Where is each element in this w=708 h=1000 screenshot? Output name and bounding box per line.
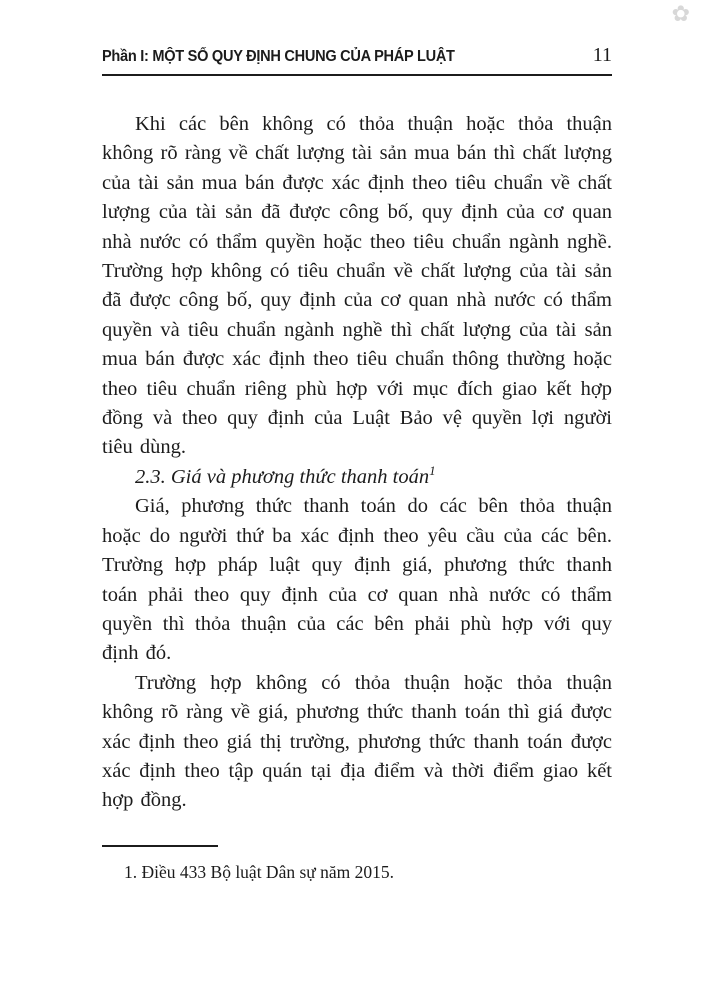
- page-number: 11: [592, 44, 612, 66]
- footnote-divider: [102, 845, 218, 847]
- section-heading-text: 2.3. Giá và phương thức thanh toán: [135, 465, 430, 488]
- footnote-reference: 1: [429, 463, 436, 479]
- page-content: [102, 44, 612, 816]
- section-heading: [102, 463, 612, 492]
- running-header: [102, 44, 612, 76]
- paragraph-price-market: Trường hợp không có thỏa thuận hoặc thỏa thuận không rõ ràng về giá, phương thức thanh toán thì giá được xác định theo giá thị trường, phương thức thanh toán được xác định theo tập quán tại địa điểm và thời điểm giao kết hợp đồng.: [102, 671, 612, 812]
- paragraph-price-agreement: Giá, phương thức thanh toán do các bên thỏa thuận hoặc do người thứ ba xác định theo yêu cầu của các bên. Trường hợp pháp luật quy định giá, phương thức thanh toán phải theo quy định của cơ quan nhà nước có thẩm quyền thì thỏa thuận của các bên phải phù hợp với quy định đó.: [102, 495, 612, 665]
- body-text: [102, 110, 612, 816]
- paragraph-quality: Khi các bên không có thỏa thuận hoặc thỏa thuận không rõ ràng về chất lượng tài sản mua bán thì chất lượng của tài sản mua bán được xác định theo tiêu chuẩn về chất lượng của tài sản đã được công bố, quy định của cơ quan nhà nước có thẩm quyền hoặc theo tiêu chuẩn ngành nghề. Trường hợp không có tiêu chuẩn về chất lượng của tài sản đã được công bố, quy định của cơ quan nhà nước có thẩm quyền và tiêu chuẩn ngành nghề thì chất lượng của tài sản mua bán được xác định theo tiêu chuẩn thông thường hoặc theo tiêu chuẩn riêng phù hợp với mục đích giao kết hợp đồng và theo quy định của Luật Bảo vệ quyền lợi người tiêu dùng.: [102, 113, 612, 459]
- running-header-title: Phần I: MỘT SỐ QUY ĐỊNH CHUNG CỦA PHÁP LUẬT: [102, 48, 455, 65]
- footnote-text: 1. Điều 433 Bộ luật Dân sự năm 2015.: [124, 862, 395, 882]
- flower-ornament-icon: ✿: [671, 2, 690, 27]
- footnote-area: [102, 845, 612, 884]
